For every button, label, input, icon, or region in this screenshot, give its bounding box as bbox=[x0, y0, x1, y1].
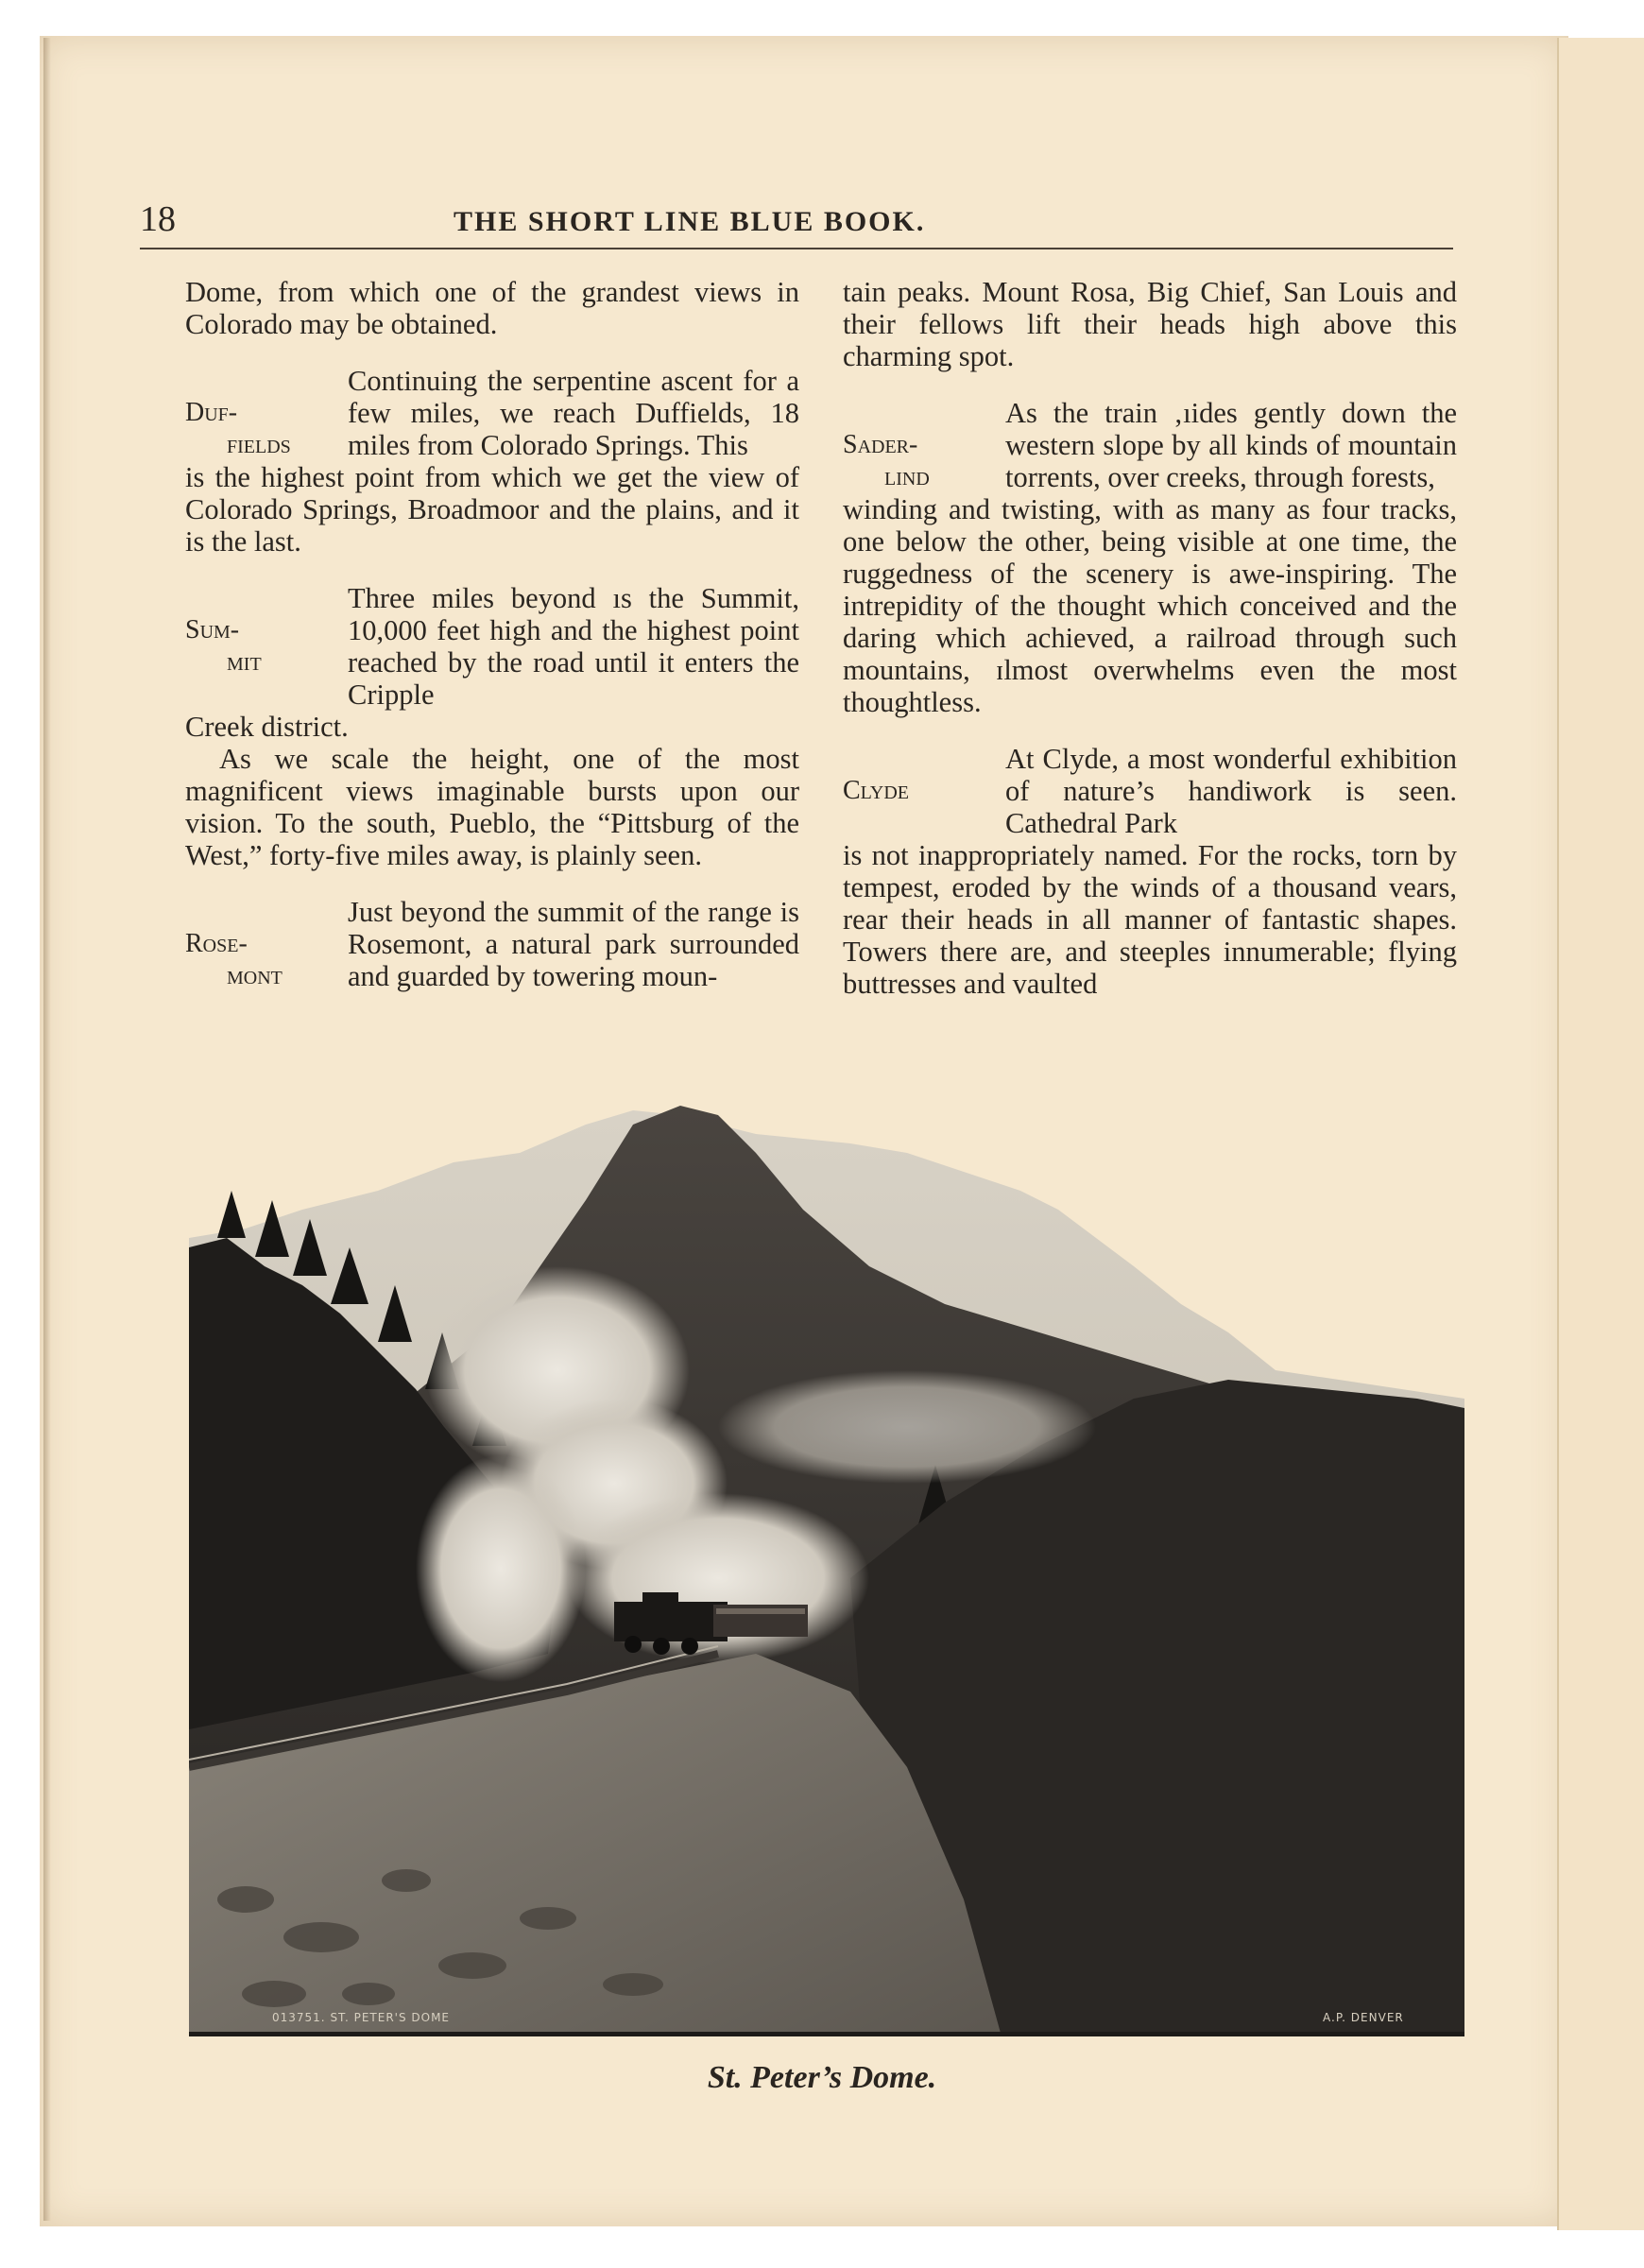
saderlind-section bbox=[843, 397, 1457, 718]
plate-number: 013751. ST. PETER'S DOME bbox=[272, 2011, 451, 2024]
sidenote-summit: Sum- mit bbox=[185, 615, 262, 677]
left-column bbox=[185, 276, 799, 992]
running-head: THE SHORT LINE BLUE BOOK. bbox=[454, 206, 926, 237]
plate-credit: A.P. DENVER bbox=[1323, 2011, 1404, 2024]
figure-caption: St. Peter’s Dome. bbox=[707, 2060, 937, 2095]
sidenote-clyde: Clyde bbox=[843, 776, 909, 805]
saderlind-continuation: winding and twisting, with as many as four tracks, one below the other, being visible at one time, the ruggedness of the scenery is awe-inspiring. The intrepidity of the thought which conceived and the daring which achieved, a railroad through such mountains, ɪlmost overwhelms even the most thoughtless. bbox=[843, 493, 1457, 718]
scale-paragraph: As we scale the height, one of the most magnificent views imaginable bursts upon our vision. To the south, Pueblo, the “Pittsburg of the West,” forty-five miles away, is plainly seen. bbox=[185, 743, 799, 871]
sidenote-duffields: Duf- fields bbox=[185, 398, 291, 459]
binding-shadow bbox=[43, 38, 51, 2221]
summit-section bbox=[185, 582, 799, 743]
summit-lead: Three miles beyond ıs the Summit, 10,000 feet high and the highest point reached by the road until it enters the Cripple bbox=[348, 582, 799, 711]
rosemont-section bbox=[185, 896, 799, 992]
summit-continuation: Creek district. bbox=[185, 711, 349, 743]
photograph-st-peters-dome bbox=[189, 1087, 1464, 2036]
clyde-section bbox=[843, 743, 1457, 1000]
mountain-train-photo bbox=[189, 1087, 1464, 2036]
left-opening-paragraph: Dome, from which one of the grandest views in Colorado may be obtained. bbox=[185, 276, 799, 340]
sidenote-rosemont: Rose- mont bbox=[185, 929, 283, 990]
header-rule bbox=[140, 248, 1453, 249]
clyde-continuation: is not inappropriately named. For the rocks, torn by tempest, eroded by the winds of a thousand vears, rear their heads in all manner of fantastic shapes. Towers there are, and steeples innumerable; flying buttresses and vaulted bbox=[843, 839, 1457, 1000]
right-column bbox=[843, 276, 1457, 1000]
page-number: 18 bbox=[140, 199, 176, 239]
right-opening-paragraph: tain peaks. Mount Rosa, Big Chief, San Louis and their fellows lift their heads high above this charming spot. bbox=[843, 276, 1457, 372]
duffields-section bbox=[185, 365, 799, 558]
duffields-lead: Continuing the serpentine ascent for a few miles, we reach Duffields, 18 miles from Colorado Springs. This bbox=[348, 365, 799, 461]
next-page-edge bbox=[1557, 38, 1644, 2230]
saderlind-lead: As the train ‚ıides gently down the western slope by all kinds of mountain torrents, over creeks, through forests, bbox=[1005, 397, 1457, 493]
clyde-lead: At Clyde, a most wonderful exhibition of nature’s handiwork is seen. Cathedral Park bbox=[1005, 743, 1457, 839]
rosemont-lead: Just beyond the summit of the range is Rosemont, a natural park surrounded and guarded by towering moun- bbox=[348, 896, 799, 992]
sidenote-saderlind: Sader- lind bbox=[843, 430, 930, 491]
duffields-continuation: is the highest point from which we get the view of Colorado Springs, Broadmoor and the plains, and it is the last. bbox=[185, 461, 799, 558]
